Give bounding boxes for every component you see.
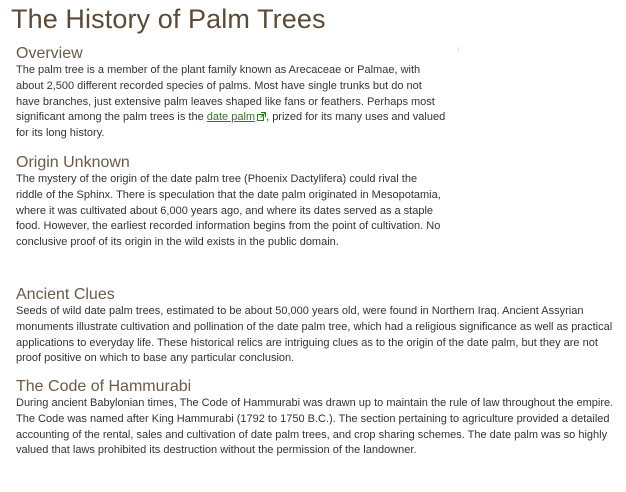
section-ancient-clues [16,285,616,367]
section-body-origin-unknown: The mystery of the origin of the date palm tree (Phoenix Dactylifera) could rival the riddle of the Sphinx. There is speculation that the date palm originated in Mesopotamia, where it was cultivated about 6,000 years ago, and where its dates served as a staple food. However, the earliest recorded information begins from the point of cultivation. No conclusive proof of its origin in the wild exists in the public domain. [16,173,441,249]
section-heading-origin-unknown: Origin Unknown [16,154,130,171]
section-origin-unknown [16,153,456,251]
date-palm-link-text[interactable]: date palm [206,111,256,124]
date-palm-link[interactable] [207,111,266,123]
overview-text-before-link: The palm tree is a member of the plant family known as Arecaceae or Palmae, with about 2,500 different recorded species of palms. Most have single trunks but do not have branches, just extensive palm leaves shaped like fans or feathers. Perhaps most significant among the palm trees is the [16,64,435,124]
ad-placeholder-mark [458,47,459,52]
page-title: The History of Palm Trees [11,4,326,34]
overview-text-after-link: , prized for its many uses and valued for its long history. [16,111,446,140]
section-code-of-hammurabi [16,377,622,459]
section-body-overview [16,63,448,142]
external-link-icon[interactable] [257,112,266,121]
section-heading-ancient-clues: Ancient Clues [16,286,115,303]
section-body-ancient-clues: Seeds of wild date palm trees, estimated to be about 50,000 years old, were found in Northern Iraq. Ancient Assyrian monuments illustrate cultivation and pollination of the date palm tree, which had a religious significance as well as practical applications to everyday life. These historical relics are intriguing clues as to the origin of the date palm, but they are not proof positive on which to base any particular conclusion. [16,305,613,365]
section-overview [16,44,456,142]
section-heading-code-of-hammurabi: The Code of Hammurabi [16,378,192,395]
section-body-code-of-hammurabi: During ancient Babylonian times, The Code of Hammurabi was drawn up to maintain the rule of law throughout the empire. The Code was named after King Hammurabi (1792 to 1750 B.C.). The section pertaining to agriculture provided a detailed accounting of the rental, sales and cultivation of date palm trees, and crop sharing schemes. The date palm was so highly valued that laws prohibited its destruction without the permission of the landowner. [16,397,614,457]
section-heading-overview: Overview [16,45,83,62]
